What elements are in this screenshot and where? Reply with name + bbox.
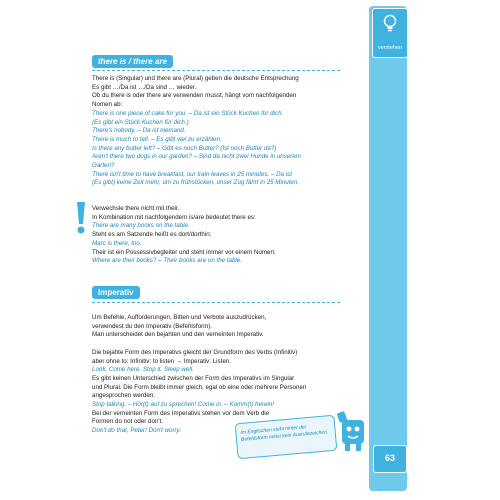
- text-line: Steht es am Satzende heißt es dort/dorthin:: [92, 231, 212, 239]
- text-line: Marc is there, too.: [92, 239, 142, 247]
- text-line: There is one piece of cake for you. – Da ist ein Stück Kuchen für dich.: [92, 109, 284, 117]
- text-line: Aren't there two dogs in our garden? – Sind da nicht zwei Hunde in unserem: [92, 153, 301, 161]
- text-line: Look. Come here. Stop it. Sleep well.: [92, 366, 194, 374]
- text-line: Stop talking. – Hör(t) auf zu sprechen! Come in. – Komm(t) herein!: [92, 401, 274, 409]
- text-line: Bei der verneinten Form des Imperativs stehen vor dem Verb die: [92, 409, 270, 417]
- text-line: [92, 340, 347, 349]
- text-line: There are many books on the table.: [92, 222, 190, 230]
- text-line: aber ohne to: Infinitiv: to listen → Imperativ: Listen.: [92, 357, 231, 365]
- text-line: Garten?: [92, 162, 115, 170]
- side-bar: [369, 6, 407, 491]
- text-line: und Plural. Die Form bleibt immer gleich, egal ob eine oder mehrere Personen: [92, 383, 307, 391]
- mascot-icon: [336, 406, 370, 454]
- text-line: Don't do that, Peter! Don't worry.: [92, 427, 181, 435]
- text-line: angesprochen werden:: [92, 392, 155, 400]
- text-line: There is much to tell. – Es gibt viel zu erzählen.: [92, 135, 222, 143]
- page-number-box: [373, 445, 407, 473]
- text-line: Man unterscheidet den bejahten und den verneinten Imperativ.: [92, 331, 264, 339]
- text-line: (Es gibt ein Stück Kuchen für dich.): [92, 118, 189, 126]
- divider: [92, 70, 340, 71]
- exclamation-icon: [74, 200, 88, 236]
- text-line: Their ist ein Possessivbegleiter und steht immer vor einem Nomen:: [92, 248, 276, 256]
- lightbulb-icon: [383, 14, 397, 34]
- tab-label: verstehen: [377, 45, 403, 51]
- text-line: There is (Singular) und there are (Plural) geben die deutsche Entsprechung: [92, 75, 299, 82]
- divider: [92, 302, 340, 303]
- text-line: Formen do not oder don't.: [92, 418, 164, 426]
- text-line: Is there any butter left? – Gibt es noch Butter? (Ist noch Butter da?): [92, 144, 277, 152]
- tip-body: [92, 205, 347, 266]
- chapter-tab[interactable]: [372, 8, 408, 58]
- section-title-there-is: there is / there are: [92, 55, 173, 68]
- text-line: Die bejahte Form des Imperativs gleicht der Grundform des Verbs (Infinitiv): [92, 348, 298, 356]
- text-line: In Kombination mit nachfolgendem is/are bedeutet there es:: [92, 213, 256, 221]
- text-line: There isn't time to have breakfast, our train leaves in 25 minutes. – Da ist: [92, 170, 292, 178]
- text-line: (Es gibt) keine Zeit mehr, um zu frühstücken, unser Zug fährt in 25 Minuten.: [92, 179, 300, 187]
- note-text: Im Englischen steht hinter der Befehlsform meist kein Ausrufezeichen.: [240, 424, 329, 443]
- text-line: Verwechsle there nicht mit their.: [92, 205, 180, 212]
- page-number: 63: [384, 453, 395, 463]
- text-line: Es gibt …/Da ist …/Da sind … wieder.: [92, 83, 197, 91]
- text-line: Um Befehle, Aufforderungen, Bitten und Verbote auszudrücken,: [92, 314, 267, 321]
- text-line: Ob du there is oder there are verwenden musst, hängt vom nachfolgenden: [92, 92, 297, 100]
- text-line: Es gibt keinen Unterschied zwischen der Form des Imperativs im Singular: [92, 374, 295, 382]
- section-body-there-is: [92, 75, 347, 188]
- text-line: There's nobody. – Da ist niemand.: [92, 127, 186, 135]
- text-line: Nomen ab:: [92, 101, 123, 109]
- text-line: Where are their books? – Their books are on the table.: [92, 257, 242, 265]
- text-line: verwendest du den Imperativ (Befehlsform).: [92, 322, 213, 330]
- section-title-imperativ: Imperativ: [92, 286, 140, 299]
